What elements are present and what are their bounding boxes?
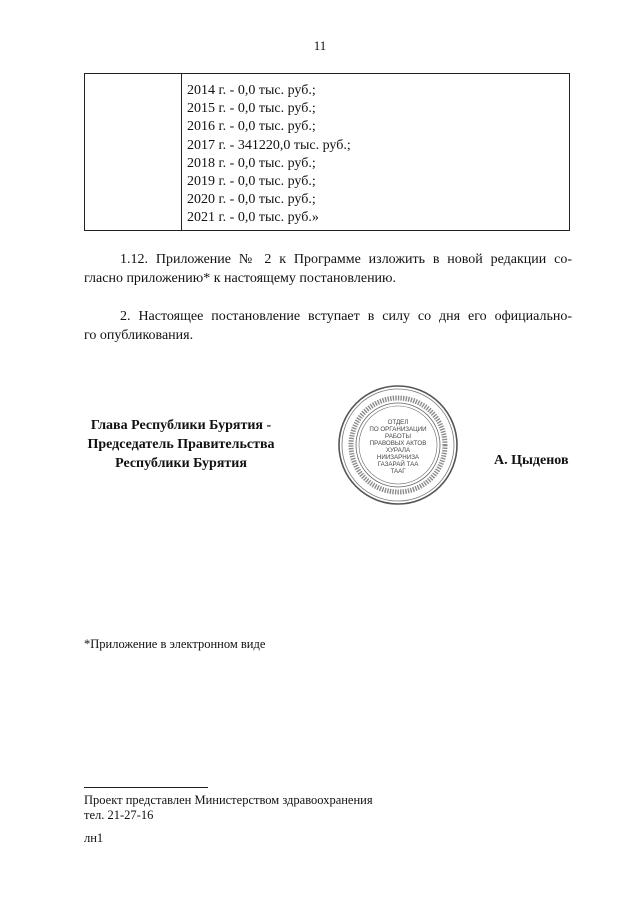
paragraph-line: 2. Настоящее постановление вступает в силу со дня его официально- <box>120 309 572 324</box>
signatory-title-line: Председатель Правительства <box>87 437 275 452</box>
financing-line: 2016 г. - 0,0 тыс. руб.; <box>187 119 316 135</box>
official-seal <box>337 384 459 506</box>
seal-text-line: РАБОТЫ <box>385 433 411 440</box>
financing-line: 2015 г. - 0,0 тыс. руб.; <box>187 101 316 117</box>
financing-line: 2020 г. - 0,0 тыс. руб.; <box>187 192 316 208</box>
page-number: 11 <box>313 38 327 53</box>
paragraph-line: гласно приложению* к настоящему постановлению. <box>84 271 397 286</box>
signatory-title-line: Республики Бурятия <box>115 456 247 471</box>
seal-text-line: ПРАВОВЫХ АКТОВ <box>369 440 427 447</box>
financing-lines <box>187 82 351 228</box>
paragraph-1-12 <box>84 250 572 288</box>
financing-line: 2019 г. - 0,0 тыс. руб.; <box>187 174 316 190</box>
financing-line: 2014 г. - 0,0 тыс. руб.; <box>187 83 316 98</box>
footer-line: тел. 21-27-16 <box>84 808 154 822</box>
footnote: *Приложение в электронном виде <box>84 637 266 651</box>
seal-text-line: ОТДЕЛ <box>387 419 409 426</box>
footer-line: Проект представлен Министерством здравоохранения <box>84 793 373 807</box>
financing-table <box>84 73 570 231</box>
financing-line: 2017 г. - 341220,0 тыс. руб.; <box>187 137 351 153</box>
signatory-title <box>66 416 296 473</box>
footer-info <box>84 793 373 846</box>
financing-line: 2018 г. - 0,0 тыс. руб.; <box>187 155 316 171</box>
footer-line: лн1 <box>84 831 104 845</box>
seal-text-line: НИИЗАРНИЗА <box>376 454 420 461</box>
seal-text-line: ТААГ <box>390 468 406 475</box>
financing-line: 2021 г. - 0,0 тыс. руб.» <box>187 210 319 226</box>
paragraph-line: го опубликования. <box>84 328 194 343</box>
footer-divider <box>84 787 208 788</box>
seal-text-line: ХУРАЛА <box>385 447 411 454</box>
seal-text-line: ПО ОРГАНИЗАЦИИ <box>369 426 427 433</box>
signatory-name: А. Цыденов <box>494 453 569 468</box>
signatory-title-line: Глава Республики Бурятия - <box>90 418 272 433</box>
seal-text-line: ГАЗАРАЙ ТАА <box>377 461 419 468</box>
table-column-divider <box>181 74 182 230</box>
paragraph-line: 1.12. Приложение № 2 к Программе изложить в новой редакции со- <box>120 252 572 267</box>
paragraph-2 <box>84 307 572 345</box>
